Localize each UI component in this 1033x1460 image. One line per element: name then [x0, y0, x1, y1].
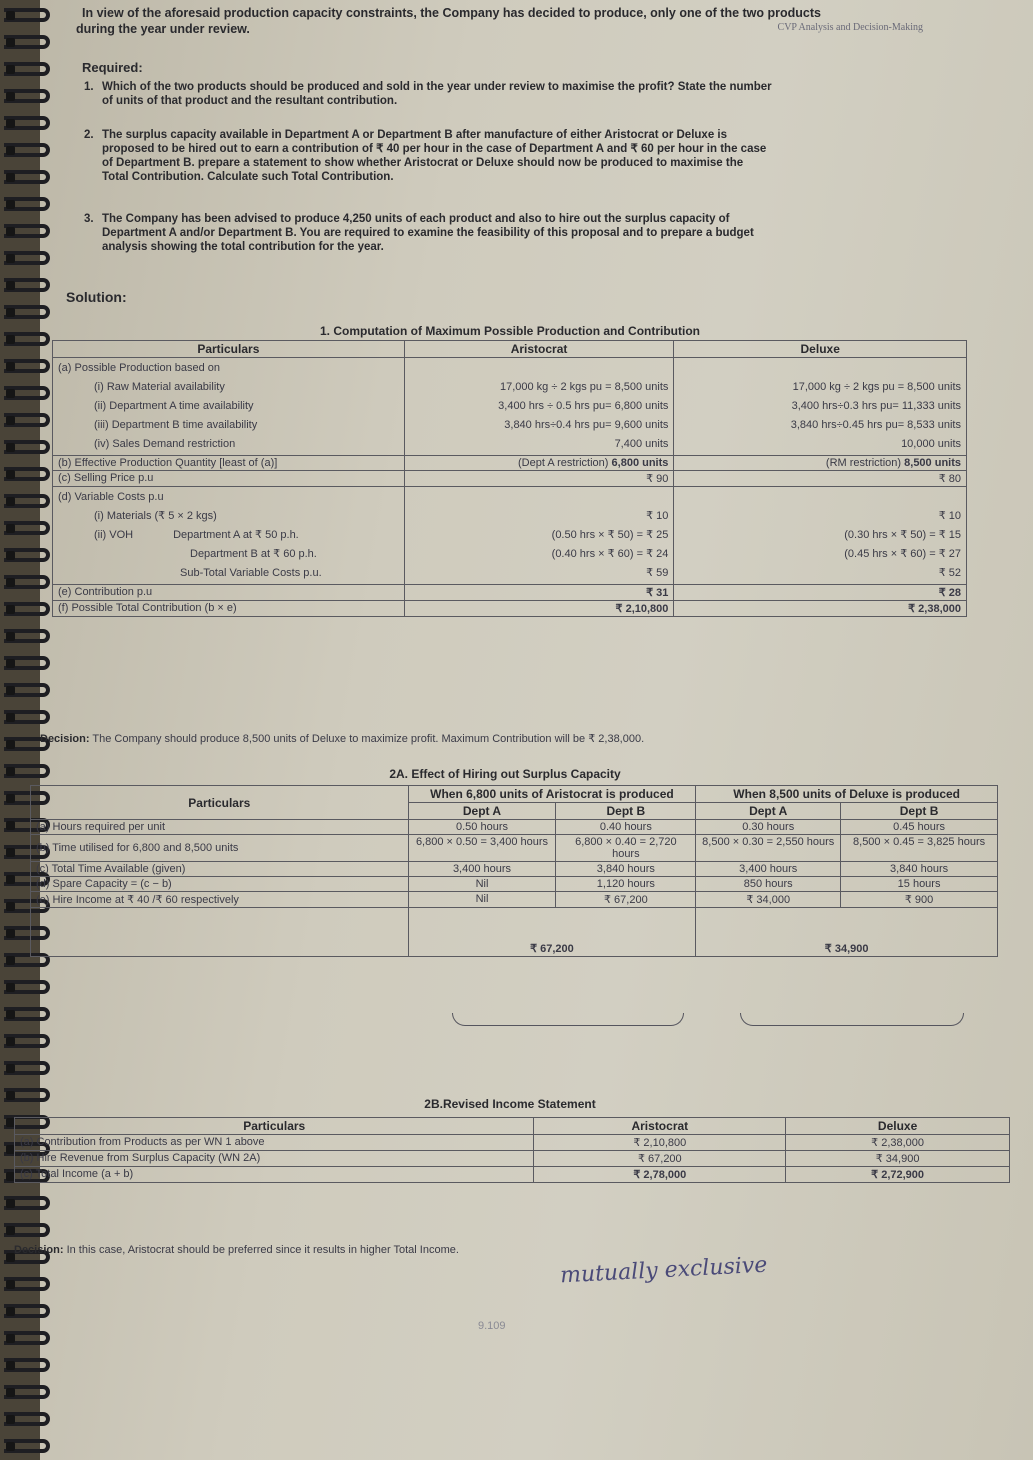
row-a-deluxe: 3,400 hrs÷0.3 hrs pu= 11,333 units [791, 400, 961, 412]
table-row [31, 862, 998, 877]
question-2-line: Total Contribution. Calculate such Total Contribution. [102, 171, 394, 183]
row-b-aristocrat-value: 6,800 units [611, 457, 669, 469]
table2a-cell: ₹ 900 [841, 892, 998, 908]
table1-row-a [53, 358, 967, 456]
row-e-label: (e) Contribution p.u [53, 585, 405, 601]
table2b-row-label: (c) Total Income (a + b) [15, 1167, 534, 1183]
table2a-total-deluxe: ₹ 34,900 [696, 908, 998, 957]
row-f-deluxe: ₹ 2,38,000 [674, 601, 967, 617]
table1-header: Aristocrat [404, 341, 674, 358]
table2a-cell: 0.45 hours [841, 820, 998, 835]
question-2-line: of Department B. prepare a statement to show whether Aristocrat or Deluxe should now be produced to maximise the [102, 157, 744, 169]
table2b-deluxe: ₹ 34,900 [786, 1151, 1010, 1167]
table1-header-row [53, 341, 967, 358]
page-number: 9.109 [478, 1320, 506, 1332]
table1-row-b [53, 456, 967, 471]
row-b-deluxe-value: 8,500 units [904, 457, 961, 469]
decision-2-text: In this case, Aristocrat should be preferred since it results in higher Total Income. [66, 1244, 459, 1256]
table2b-deluxe: ₹ 2,72,900 [786, 1167, 1010, 1183]
table2b-title: 2B.Revised Income Statement [424, 1097, 596, 1111]
table2a-group-header: When 8,500 units of Deluxe is produced [696, 786, 998, 803]
table2a-row-label: (e) Hire Income at ₹ 40 /₹ 60 respectively [31, 892, 409, 908]
question-1-number: 1. [84, 81, 94, 93]
table2a-cell: 15 hours [841, 877, 998, 892]
table-row [31, 877, 998, 892]
table2b-deluxe: ₹ 2,38,000 [786, 1135, 1010, 1151]
table2b-aristocrat: ₹ 67,200 [534, 1151, 786, 1167]
chapter-header: CVP Analysis and Decision-Making [777, 22, 923, 33]
row-a-deluxe: 3,840 hrs÷0.45 hrs pu= 8,533 units [790, 419, 961, 431]
revised-income-table [14, 1117, 1010, 1183]
decision-2 [14, 1244, 459, 1256]
row-e-aristocrat: ₹ 31 [404, 585, 674, 601]
table2a-cell: ₹ 34,000 [696, 892, 841, 908]
row-d-materials-label: (i) Materials (₹ 5 × 2 kgs) [94, 510, 217, 522]
table2a-cell: Nil [408, 892, 556, 908]
table2b-header: Aristocrat [534, 1118, 786, 1135]
table-row [15, 1135, 1010, 1151]
question-1-line: of units of that product and the resultant contribution. [102, 95, 398, 107]
question-3-line: analysis showing the total contribution for the year. [102, 241, 384, 253]
table-row [15, 1151, 1010, 1167]
row-d-deptB-aristocrat: (0.40 hrs × ₹ 60) = ₹ 24 [551, 548, 669, 560]
table2a-cell: 0.50 hours [408, 820, 556, 835]
question-3-line: Department A and/or Department B. You are required to examine the feasibility of this proposal and to prepare a budget [102, 227, 754, 239]
row-d-deptA-aristocrat: (0.50 hrs × ₹ 50) = ₹ 25 [551, 529, 669, 541]
table2a-subheader: Dept A [408, 803, 556, 820]
table2b-header: Deluxe [786, 1118, 1010, 1135]
row-a-label: (a) Possible Production based on [58, 362, 221, 374]
row-d-deptB-deluxe: (0.45 hrs × ₹ 60) = ₹ 27 [844, 548, 961, 560]
question-3-line: The Company has been advised to produce 4,250 units of each product and also to hire out the surplus capacity of [102, 213, 730, 225]
question-2 [84, 128, 932, 184]
table2a-cell: 0.40 hours [556, 820, 696, 835]
table1-title: 1. Computation of Maximum Possible Production and Contribution [320, 324, 700, 338]
table2a-row-label: (c) Total Time Available (given) [31, 862, 409, 877]
row-a-aristocrat: 3,840 hrs÷0.4 hrs pu= 9,600 units [504, 419, 669, 431]
table2b-row-label: (a) Contribution from Products as per WN 1 above [15, 1135, 534, 1151]
row-d-deptA-label: Department A at ₹ 50 p.h. [173, 529, 299, 541]
table1-row-d [53, 487, 967, 585]
table2a-cell: 850 hours [696, 877, 841, 892]
table2a-cell: 3,840 hours [841, 862, 998, 877]
question-3 [84, 212, 932, 254]
table2a-row-label: (b) Time utilised for 6,800 and 8,500 units [31, 835, 409, 862]
table2a-cell: 6,800 × 0.50 = 3,400 hours [408, 835, 556, 862]
decision-1-text: The Company should produce 8,500 units of Deluxe to maximize profit. Maximum Contribution will be ₹ 2,38,000. [92, 733, 645, 745]
row-a-aristocrat: 17,000 kg ÷ 2 kgs pu = 8,500 units [499, 381, 669, 393]
table2a-subheader: Dept B [841, 803, 998, 820]
total-brace [452, 1013, 684, 1026]
question-1-line: Which of the two products should be produced and sold in the year under review to maximise the profit? State the number [102, 81, 772, 93]
row-a-aristocrat: 3,400 hrs ÷ 0.5 hrs pu= 6,800 units [498, 400, 669, 412]
row-d-materials-deluxe: ₹ 10 [938, 510, 961, 522]
table2a-total-row [31, 908, 998, 957]
table2a-row-label: (d) Spare Capacity = (c − b) [31, 877, 409, 892]
table2a-subheader: Dept A [696, 803, 841, 820]
intro-line-1: In view of the aforesaid production capacity constraints, the Company has decided to produce, only one of the two products [82, 6, 821, 20]
row-a-item: (iv) Sales Demand restriction [94, 438, 236, 450]
table2a-cell: 3,840 hours [556, 862, 696, 877]
row-a-deluxe: 17,000 kg ÷ 2 kgs pu = 8,500 units [792, 381, 961, 393]
row-d-subtotal-aristocrat: ₹ 59 [646, 567, 669, 579]
question-2-line: The surplus capacity available in Department A or Department B after manufacture of either Aristocrat or Deluxe is [102, 129, 728, 141]
row-e-deluxe: ₹ 28 [674, 585, 967, 601]
table2a-group-header: When 6,800 units of Aristocrat is produced [408, 786, 696, 803]
question-1 [84, 80, 932, 108]
table2b-aristocrat: ₹ 2,78,000 [534, 1167, 786, 1183]
surplus-capacity-table [30, 785, 998, 957]
row-b-label: (b) Effective Production Quantity [least of (a)] [53, 456, 405, 471]
production-contribution-table [52, 340, 967, 617]
question-2-line: proposed to be hired out to earn a contribution of ₹ 40 per hour in the case of Department A and ₹ 60 per hour in the case [102, 143, 767, 155]
row-a-item: (ii) Department A time availability [94, 400, 254, 412]
table2a-cell: 3,400 hours [408, 862, 556, 877]
handwritten-note: mutually exclusive [559, 1252, 768, 1289]
table2b-aristocrat: ₹ 2,10,800 [534, 1135, 786, 1151]
total-brace [740, 1013, 964, 1026]
row-a-item: (iii) Department B time availability [94, 419, 258, 431]
decision-1-label: Decision: [40, 733, 90, 745]
table1-header: Particulars [53, 341, 405, 358]
question-2-number: 2. [84, 129, 94, 141]
table2b-header-row [15, 1118, 1010, 1135]
table2a-cell: 1,120 hours [556, 877, 696, 892]
row-d-deptB-label: Department B at ₹ 60 p.h. [190, 548, 317, 560]
table2a-particulars-header: Particulars [31, 786, 409, 820]
table2a-subheader: Dept B [556, 803, 696, 820]
solution-label: Solution: [66, 289, 127, 305]
table1-row-f [53, 601, 967, 617]
table-row [31, 820, 998, 835]
row-b-deluxe-note: (RM restriction) [825, 457, 902, 469]
table-row [15, 1167, 1010, 1183]
table2a-cell: 8,500 × 0.30 = 2,550 hours [696, 835, 841, 862]
table2a-row-label: (a) Hours required per unit [31, 820, 409, 835]
table2b-header: Particulars [15, 1118, 534, 1135]
row-f-aristocrat: ₹ 2,10,800 [404, 601, 674, 617]
row-a-deluxe: 10,000 units [901, 438, 961, 450]
table1-row-c [53, 471, 967, 487]
table1-header: Deluxe [674, 341, 967, 358]
table2a-cell: 6,800 × 0.40 = 2,720 hours [556, 835, 696, 862]
row-c-label: (c) Selling Price p.u [53, 471, 405, 487]
table2b-row-label: (b) Hire Revenue from Surplus Capacity (WN 2A) [15, 1151, 534, 1167]
row-d-materials-aristocrat: ₹ 10 [646, 510, 669, 522]
table-row [31, 892, 998, 908]
table2a-group-header-row [31, 786, 998, 803]
row-c-aristocrat: ₹ 90 [404, 471, 674, 487]
row-f-label: (f) Possible Total Contribution (b × e) [53, 601, 405, 617]
row-a-item: (i) Raw Material availability [94, 381, 225, 393]
table-row [31, 835, 998, 862]
intro-line-2: during the year under review. [76, 22, 250, 36]
row-a-aristocrat: 7,400 units [614, 438, 669, 450]
decision-1 [40, 732, 644, 745]
table2a-title: 2A. Effect of Hiring out Surplus Capacity [389, 767, 621, 781]
table2a-cell: ₹ 67,200 [556, 892, 696, 908]
required-label: Required: [82, 60, 143, 75]
row-d-voh-label: (ii) VOH [94, 529, 134, 541]
row-d-label: (d) Variable Costs p.u [58, 491, 164, 503]
row-d-subtotal-deluxe: ₹ 52 [938, 567, 961, 579]
row-d-subtotal-label: Sub-Total Variable Costs p.u. [180, 567, 322, 579]
table2a-cell: 8,500 × 0.45 = 3,825 hours [841, 835, 998, 862]
row-b-aristocrat-note: (Dept A restriction) [517, 457, 609, 469]
table2a-cell: 3,400 hours [696, 862, 841, 877]
table2a-total-aristocrat: ₹ 67,200 [408, 908, 696, 957]
table2a-cell: Nil [408, 877, 556, 892]
row-d-deptA-deluxe: (0.30 hrs × ₹ 50) = ₹ 15 [844, 529, 961, 541]
decision-2-label: Decision: [14, 1244, 64, 1256]
question-3-number: 3. [84, 213, 94, 225]
table1-row-e [53, 585, 967, 601]
row-c-deluxe: ₹ 80 [674, 471, 967, 487]
table2a-cell: 0.30 hours [696, 820, 841, 835]
